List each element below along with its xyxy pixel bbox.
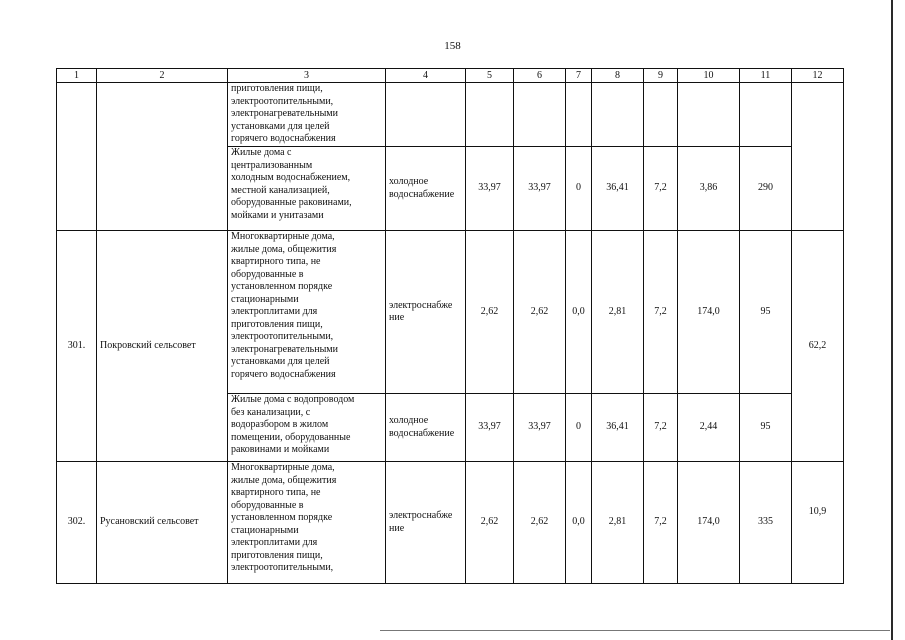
value-cell: 2,62 — [514, 231, 566, 394]
value-cell: 2,62 — [466, 231, 514, 394]
value-cell: 33,97 — [466, 394, 514, 462]
tariff-table — [56, 68, 844, 584]
value-cell: 0,0 — [566, 462, 592, 584]
column-header: 11 — [740, 69, 792, 83]
value-cell: 0 — [566, 394, 592, 462]
column-header: 9 — [644, 69, 678, 83]
scan-edge-line — [891, 0, 893, 640]
column-header: 6 — [514, 69, 566, 83]
housing-description: приготовления пищи, электроотопительными, электронагревательными установками для целей горячего водоснабжения — [228, 83, 386, 147]
page-number: 158 — [444, 40, 461, 52]
value-cell: 2,81 — [592, 231, 644, 394]
value-cell — [592, 83, 644, 147]
value-cell — [466, 83, 514, 147]
settlement-cell: Русановский сельсовет — [97, 462, 228, 584]
value-cell: 174,0 — [678, 231, 740, 394]
housing-description: Многоквартирные дома, жилые дома, общежития квартирного типа, не оборудованные в установленном порядке стационарными электроплитами для приготовления пищи, электроотопительными, — [228, 462, 386, 584]
value-cell: 36,41 — [592, 394, 644, 462]
value-cell — [644, 83, 678, 147]
value-cell — [678, 83, 740, 147]
row-number-cell — [57, 83, 97, 147]
table-row — [57, 231, 844, 394]
resource-cell — [386, 83, 466, 147]
settlement-cell: Покровский сельсовет — [97, 231, 228, 462]
value-cell: 95 — [740, 231, 792, 394]
column-header: 5 — [466, 69, 514, 83]
housing-description: Жилые дома с централизованным холодным водоснабжением, местной канализацией, оборудованные раковинами, мойками и унитазами — [228, 147, 386, 231]
settlement-cell — [97, 147, 228, 231]
resource-cell: холодное водоснабжение — [386, 147, 466, 231]
column-header: 1 — [57, 69, 97, 83]
column-header: 12 — [792, 69, 844, 83]
value-cell: 2,44 — [678, 394, 740, 462]
value-cell: 7,2 — [644, 394, 678, 462]
column-header: 10 — [678, 69, 740, 83]
value-cell: 10,9 — [792, 462, 844, 584]
table-row — [57, 462, 844, 584]
value-cell — [566, 83, 592, 147]
value-cell: 33,97 — [514, 147, 566, 231]
resource-cell: холодное водоснабжение — [386, 394, 466, 462]
resource-cell: электроснабже ние — [386, 231, 466, 394]
row-number-cell — [57, 147, 97, 231]
value-cell — [792, 83, 844, 231]
value-cell: 33,97 — [466, 147, 514, 231]
value-cell: 2,62 — [466, 462, 514, 584]
value-cell: 335 — [740, 462, 792, 584]
value-cell: 174,0 — [678, 462, 740, 584]
value-cell: 62,2 — [792, 231, 844, 462]
value-cell — [514, 83, 566, 147]
value-cell — [740, 83, 792, 147]
value-cell: 33,97 — [514, 394, 566, 462]
housing-description: Жилые дома с водопроводом без канализации, с водоразбором в жилом помещении, оборудованные раковинами и мойками — [228, 394, 386, 462]
scan-edge-line — [380, 630, 890, 631]
housing-description: Многоквартирные дома, жилые дома, общежития квартирного типа, не оборудованные в установленном порядке стационарными электроплитами для приготовления пищи, электроотопительными, электронагревательными установками для целей горячего водоснабжения — [228, 231, 386, 394]
value-cell: 0,0 — [566, 231, 592, 394]
column-header: 4 — [386, 69, 466, 83]
value-cell: 3,86 — [678, 147, 740, 231]
value-cell: 95 — [740, 394, 792, 462]
value-cell: 7,2 — [644, 147, 678, 231]
value-cell: 7,2 — [644, 462, 678, 584]
value-cell: 2,81 — [592, 462, 644, 584]
row-number-cell: 301. — [57, 231, 97, 462]
column-header: 2 — [97, 69, 228, 83]
settlement-cell — [97, 83, 228, 147]
column-header: 8 — [592, 69, 644, 83]
resource-cell: электроснабже ние — [386, 462, 466, 584]
row-number-cell: 302. — [57, 462, 97, 584]
column-header: 7 — [566, 69, 592, 83]
column-header: 3 — [228, 69, 386, 83]
value-cell: 2,62 — [514, 462, 566, 584]
table-row — [57, 147, 844, 231]
value-cell: 290 — [740, 147, 792, 231]
table-row — [57, 83, 844, 147]
value-cell: 36,41 — [592, 147, 644, 231]
value-cell: 0 — [566, 147, 592, 231]
column-number-row — [57, 69, 844, 83]
value-cell: 7,2 — [644, 231, 678, 394]
